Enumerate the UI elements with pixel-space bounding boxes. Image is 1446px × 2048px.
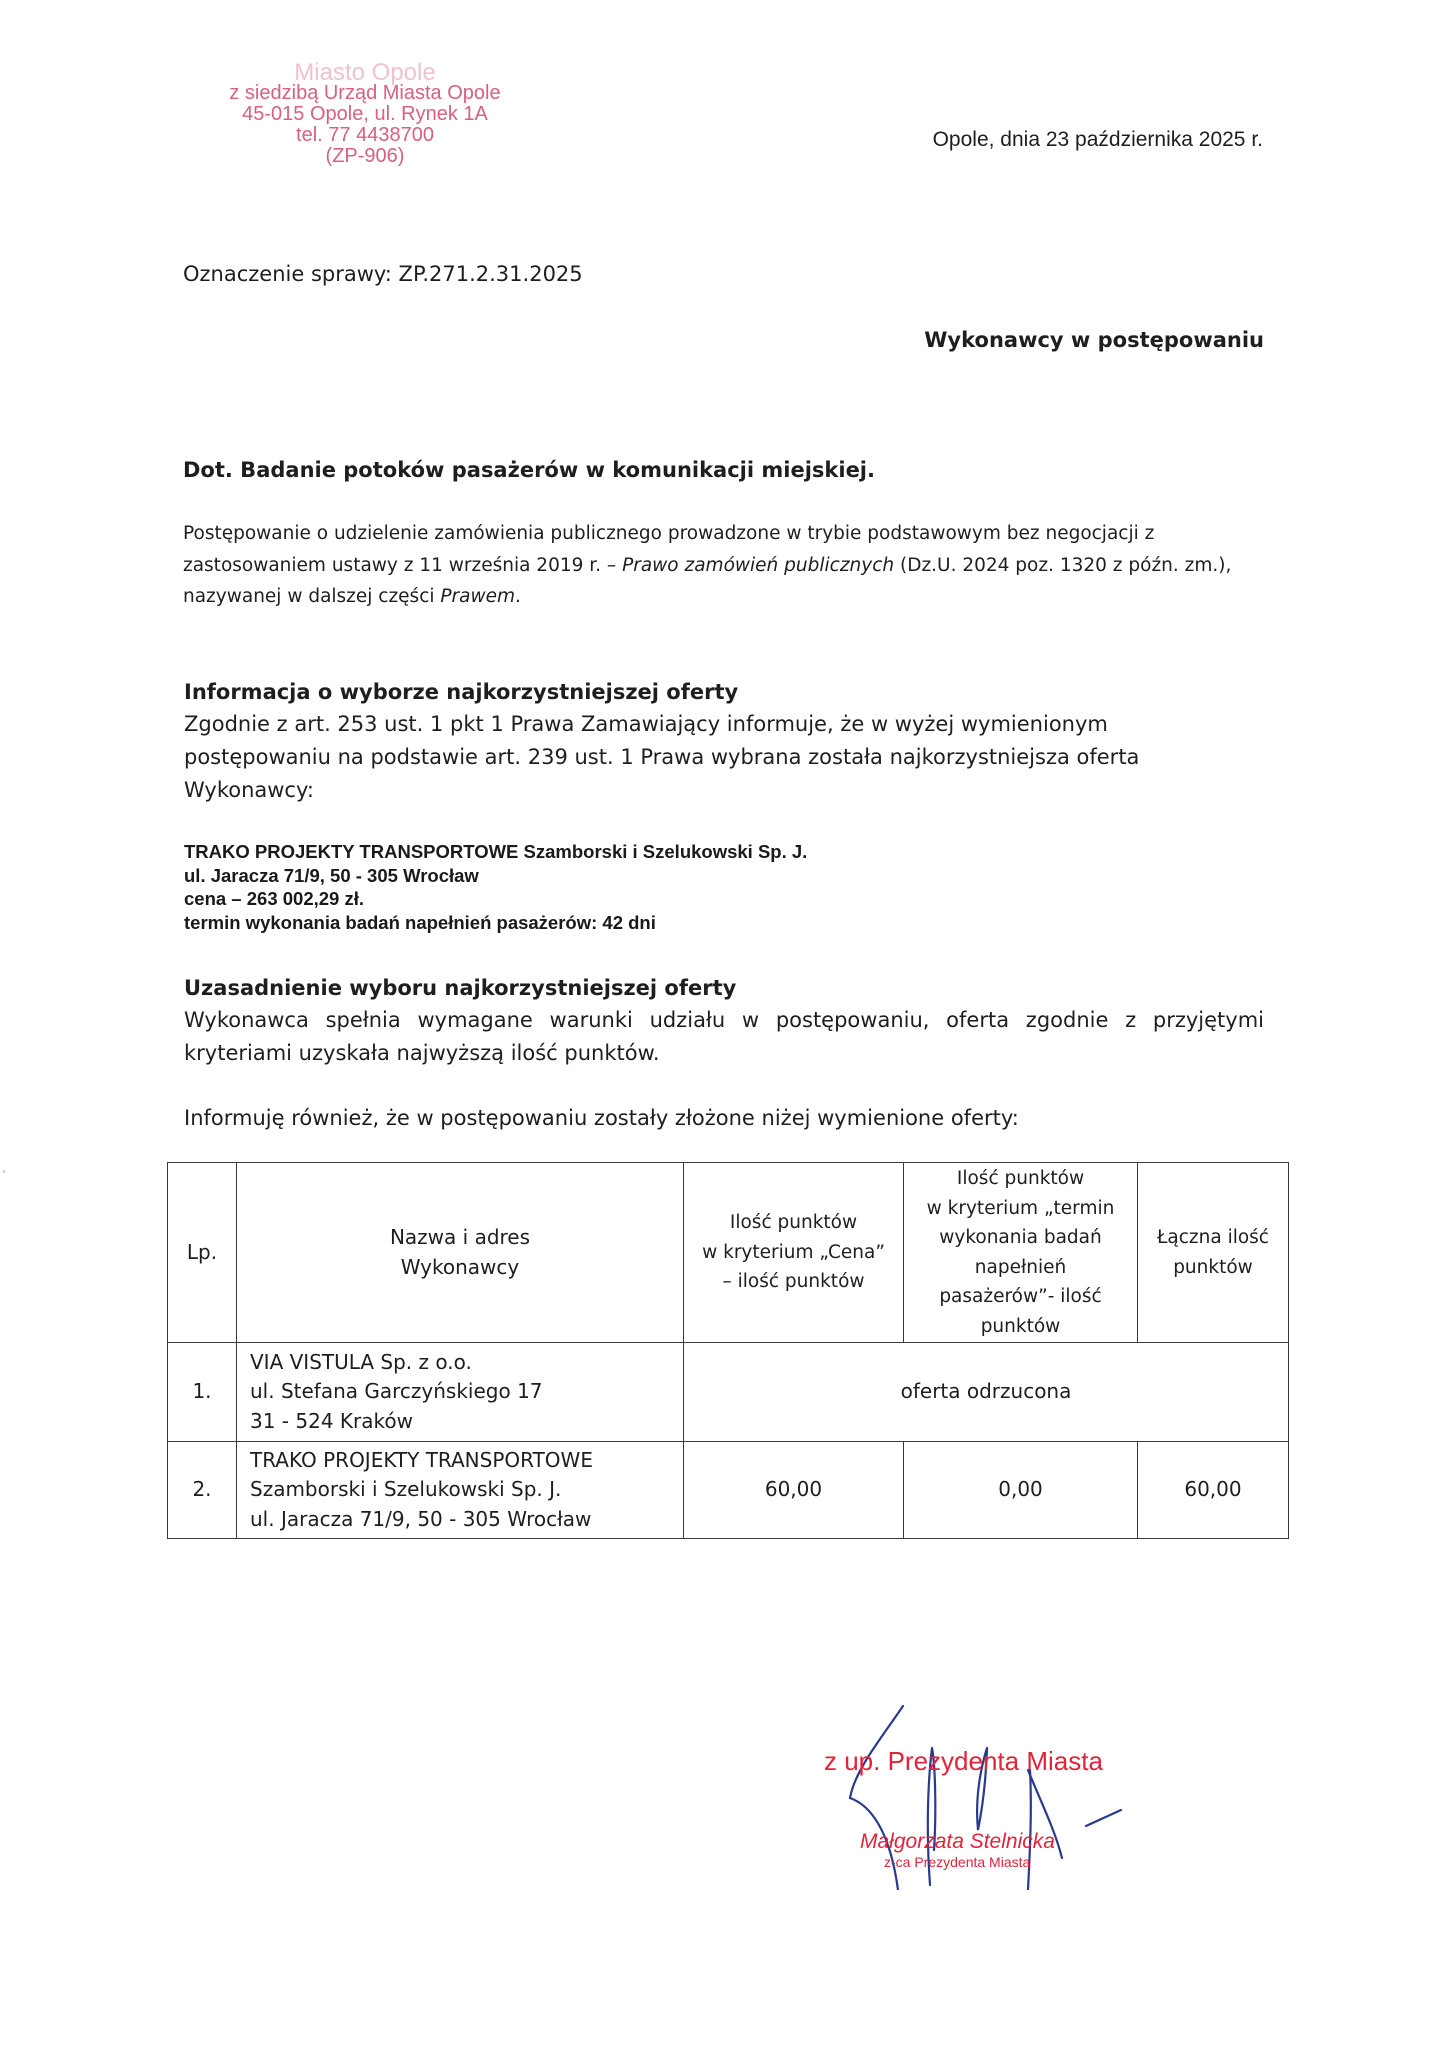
row-contractor [237, 1343, 684, 1442]
header-total-line: punktów [1173, 1256, 1253, 1278]
scan-edge-mark [3, 1170, 5, 1173]
document-date: Opole, dnia 23 października 2025 r. [932, 128, 1263, 151]
contractor-name: VIA VISTULA Sp. z o.o. [250, 1349, 472, 1374]
winner-price: cena – 263 002,29 zł. [184, 888, 364, 909]
stamp-line-address: 45-015 Opole, ul. Rynek 1A [242, 103, 488, 125]
winner-block [184, 840, 807, 934]
header-name-line: Wykonawcy [400, 1254, 520, 1279]
selection-heading: Informacja o wyborze najkorzystniejszej oferty [184, 680, 739, 704]
header-lp-label: Lp. [186, 1239, 218, 1264]
offers-table [167, 1162, 1289, 1539]
table-row [168, 1343, 1289, 1442]
signatory-name: Małgorzata Stelnicka [860, 1830, 1055, 1853]
header-lp [168, 1163, 237, 1343]
row-status: oferta odrzucona [684, 1343, 1289, 1442]
header-price-line: Ilość punktów [729, 1212, 858, 1234]
header-price-line: w kryterium „Cena” [702, 1241, 885, 1263]
row-lp: 1. [168, 1343, 237, 1442]
contractor-street: ul. Stefana Garczyńskiego 17 [250, 1379, 543, 1404]
stamp-line-phone: tel. 77 4438700 [296, 124, 434, 146]
contractor-address: ul. Jaracza 71/9, 50 - 305 Wrocław [250, 1506, 592, 1531]
header-term-line: punktów [980, 1315, 1061, 1337]
signature-authority: z up. Prezydenta Miasta [824, 1746, 1103, 1776]
header-term-line: Ilość punktów [956, 1168, 1085, 1189]
header-price-points [684, 1163, 904, 1343]
contractor-city: 31 - 524 Kraków [250, 1408, 413, 1433]
header-name-line: Nazwa i adres [389, 1225, 531, 1249]
row-total-points: 60,00 [1138, 1442, 1289, 1539]
signature-block [810, 1690, 1140, 1890]
intro-law-short: Prawem [440, 586, 516, 607]
subject-line: Dot. Badanie potoków pasażerów w komunikacji miejskiej. [183, 458, 875, 482]
table-row [168, 1442, 1289, 1539]
addressee: Wykonawcy w postępowaniu [924, 328, 1264, 352]
contractor-name: TRAKO PROJEKTY TRANSPORTOWE [250, 1447, 593, 1472]
office-stamp [205, 59, 525, 167]
row-price-points: 60,00 [684, 1442, 904, 1539]
winner-term: termin wykonania badań napełnień pasażerów: 42 dni [184, 911, 656, 933]
winner-address: ul. Jaracza 71/9, 50 - 305 Wrocław [184, 864, 479, 886]
intro-text-3: . [515, 586, 521, 607]
stamp-line-seat: z siedzibą Urząd Miasta Opole [229, 82, 501, 104]
justification-body: Wykonawca spełnia wymagane warunki udziału w postępowaniu, oferta zgodnie z przyjętymi kryteriami uzyskała najwyższą ilość punktów. [184, 1008, 1264, 1065]
header-term-line: wykonania badań [939, 1227, 1102, 1248]
header-name [237, 1163, 684, 1343]
intro-paragraph [183, 518, 1263, 613]
offers-intro: Informuję również, że w postępowaniu zostały złożone niżej wymienione oferty: [184, 1106, 1019, 1130]
header-term-line: napełnień [974, 1256, 1067, 1278]
case-reference: Oznaczenie sprawy: ZP.271.2.31.2025 [183, 262, 583, 286]
row-contractor [237, 1442, 684, 1539]
row-lp: 2. [168, 1442, 237, 1539]
header-term-line: w kryterium „termin [926, 1197, 1115, 1219]
signatory-title: z-ca Prezydenta Miasta [884, 1854, 1031, 1870]
intro-text-1: Postępowanie o udzielenie zamówienia publicznego prowadzone w trybie podstawowym bez negocjacji z zastosowaniem ustawy z 11 września 2019 r. – [183, 523, 1155, 576]
selection-body: Zgodnie z art. 253 ust. 1 pkt 1 Prawa Zamawiający informuje, że w wyżej wymienionym postępowaniu na podstawie art. 239 ust. 1 Prawa wybrana została najkorzystniejsza oferta Wykonawcy: [184, 712, 1140, 802]
header-price-line: – ilość punktów [722, 1271, 865, 1293]
row-term-points: 0,00 [904, 1442, 1138, 1539]
header-total-points [1138, 1163, 1289, 1343]
stamp-line-city: Miasto Opole [294, 59, 436, 86]
intro-text-2: (Dz.U. 2024 poz. 1320 z późn. zm.), nazywanej w dalszej części [183, 554, 1232, 607]
justification-heading: Uzasadnienie wyboru najkorzystniejszej oferty [184, 976, 737, 1000]
header-term-line: pasażerów”- ilość [939, 1286, 1102, 1307]
intro-law-name: Prawo zamówień publicznych [622, 554, 895, 576]
stamp-line-code: (ZP-906) [325, 145, 405, 167]
header-term-points [904, 1163, 1138, 1343]
header-total-line: Łączna ilość [1157, 1227, 1269, 1248]
winner-name: TRAKO PROJEKTY TRANSPORTOWE Szamborski i Szelukowski Sp. J. [184, 841, 808, 862]
table-header-row [168, 1163, 1289, 1343]
contractor-name-cont: Szamborski i Szelukowski Sp. J. [250, 1477, 562, 1502]
